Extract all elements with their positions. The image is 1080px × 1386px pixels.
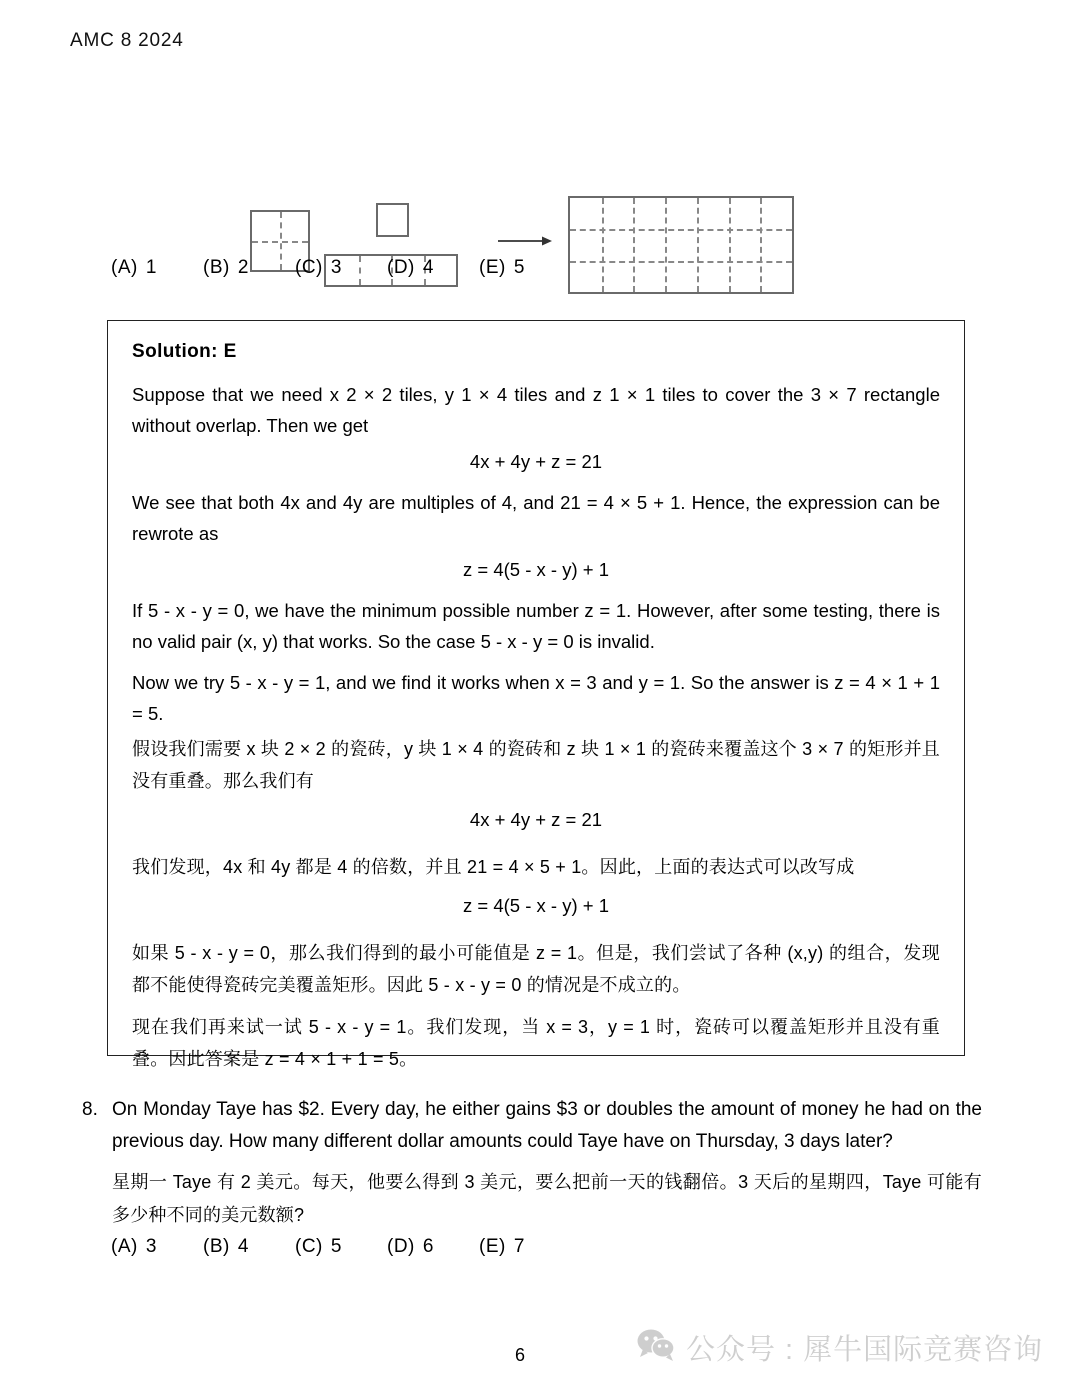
- grid-col-divider-2: [633, 198, 635, 292]
- right-arrow-icon: [498, 234, 554, 248]
- grid-col-divider-1: [602, 198, 604, 292]
- page-number: 6: [514, 1345, 525, 1365]
- grid-col-divider-6: [760, 198, 762, 292]
- question8-number: 8.: [82, 1099, 98, 1120]
- choice-a[interactable]: (A) 3: [111, 1236, 157, 1257]
- tiling-figure: [0, 92, 1080, 222]
- choice-c[interactable]: (C) 5: [295, 1236, 342, 1257]
- tile-1x1: [376, 203, 409, 237]
- choice-b[interactable]: (B) 4: [203, 1236, 249, 1257]
- choice-a[interactable]: (A) 1: [111, 257, 157, 278]
- solution-paragraph-en-2: We see that both 4x and 4y are multiples of 4, and 21 = 4 × 5 + 1. Hence, the expression can be rewrote as: [132, 492, 940, 544]
- solution-paragraph-zh-3: 如果 5 - x - y = 0，那么我们得到的最小可能值是 z = 1。但是，我们尝试了各种 (x,y) 的组合，发现都不能使得瓷砖完美覆盖矩形。因此 5 - x - y = 0 的情况是不成立的。: [132, 943, 940, 995]
- choice-e[interactable]: (E) 5: [479, 257, 525, 278]
- solution-box: [107, 320, 965, 1069]
- choice-b[interactable]: (B) 2: [203, 257, 249, 278]
- question8-choices: [111, 1236, 571, 1258]
- solution-equation-zh-1: 4x + 4y + z = 21: [469, 809, 603, 830]
- solution-paragraph-zh-1: 假设我们需要 x 块 2 × 2 的瓷砖，y 块 1 × 4 的瓷砖和 z 块 1 × 1 的瓷砖来覆盖这个 3 × 7 的矩形并且没有重叠。那么我们有: [132, 739, 940, 791]
- choice-d[interactable]: (D) 6: [387, 1236, 434, 1257]
- solution-equation-1: 4x + 4y + z = 21: [469, 451, 603, 472]
- grid-col-divider-3: [665, 198, 667, 292]
- tile-2x2-divider-horizontal: [252, 241, 308, 243]
- grid-col-divider-4: [697, 198, 699, 292]
- question8-english-text: On Monday Taye has $2. Every day, he either gains $3 or doubles the amount of money he had on the previous day. How many different dollar amounts could Taye have on Thursday, 3 days later?: [112, 1099, 982, 1152]
- question8-chinese-text: 星期一 Taye 有 2 美元。每天，他要么得到 3 美元，要么把前一天的钱翻倍。3 天后的星期四，Taye 可能有多少种不同的美元数额?: [112, 1172, 982, 1225]
- choice-d[interactable]: (D) 4: [387, 257, 434, 278]
- solution-equation-zh-2: z = 4(5 - x - y) + 1: [463, 895, 609, 916]
- solution-title: Solution: E: [132, 341, 237, 362]
- watermark-text: 公众号 : 犀牛国际竞赛咨询: [686, 1334, 1044, 1366]
- solution-equation-2: z = 4(5 - x - y) + 1: [463, 559, 609, 580]
- solution-paragraph-en-4: Now we try 5 - x - y = 1, and we find it works when x = 3 and y = 1. So the answer is z = 4 × 1 + 1 = 5.: [132, 672, 940, 724]
- choice-c[interactable]: (C) 3: [295, 257, 342, 278]
- solution-paragraph-zh-4: 现在我们再来试一试 5 - x - y = 1。我们发现，当 x = 3，y = 1 时，瓷砖可以覆盖矩形并且没有重叠。因此答案是 z = 4 × 1 + 1 = 5。: [132, 1017, 940, 1069]
- question8: [82, 1094, 982, 1232]
- solution-paragraph-zh-2: 我们发现，4x 和 4y 都是 4 的倍数，并且 21 = 4 × 5 + 1。因此，上面的表达式可以改写成: [132, 857, 855, 877]
- page-header: AMC 8 2024: [70, 30, 184, 51]
- solution-paragraph-en-3: If 5 - x - y = 0, we have the minimum possible number z = 1. However, after some testing, there is no valid pair (x, y) that works. So the case 5 - x - y = 0 is invalid.: [132, 600, 940, 652]
- grid-3x7: [568, 196, 794, 294]
- choice-e[interactable]: (E) 7: [479, 1236, 525, 1257]
- grid-row-divider-1: [570, 229, 792, 231]
- grid-row-divider-2: [570, 261, 792, 263]
- question7-choices: [111, 257, 571, 279]
- solution-paragraph-en-1: Suppose that we need x 2 × 2 tiles, y 1 × 4 tiles and z 1 × 1 tiles to cover the 3 × 7 rectangle without overlap. Then we get: [132, 384, 940, 436]
- grid-col-divider-5: [729, 198, 731, 292]
